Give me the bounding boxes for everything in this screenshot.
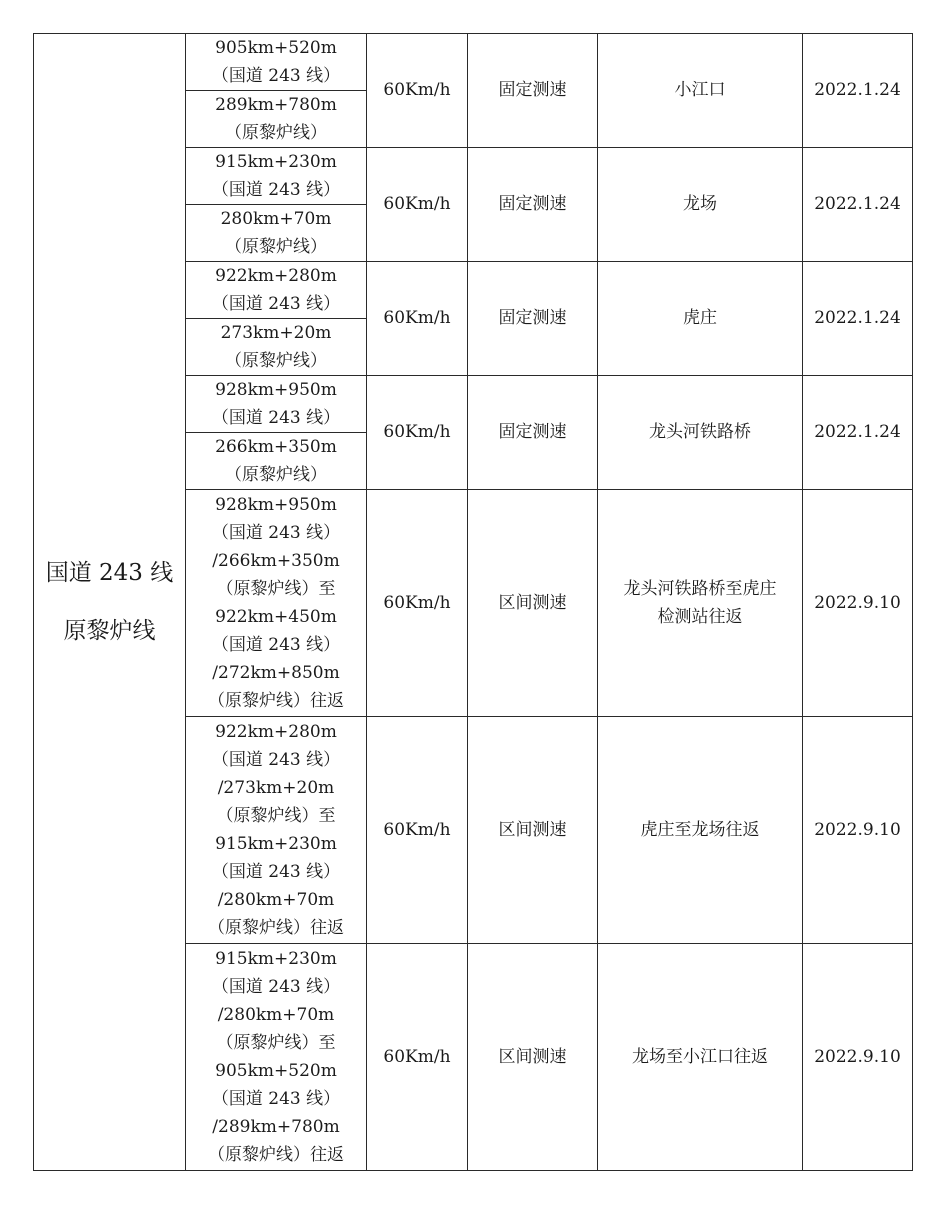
position-cell <box>186 148 367 205</box>
effective-date-cell: 2022.9.10 <box>803 944 913 1171</box>
table-row <box>34 34 913 91</box>
location-cell <box>598 490 803 717</box>
road-name-line: 原黎炉线 <box>63 618 156 644</box>
road-name-line: 国道 243 线 <box>45 560 174 586</box>
effective-date-cell: 2022.1.24 <box>803 148 913 262</box>
position-line: 273km+20m <box>220 323 332 343</box>
position-cell <box>186 433 367 490</box>
position-line: /289km+780m <box>212 1117 340 1137</box>
position-line: /280km+70m <box>217 890 335 910</box>
enforcement-type-cell: 区间测速 <box>468 944 598 1171</box>
position-line: （国道 243 线） <box>211 1089 341 1109</box>
position-line: 915km+230m <box>215 834 337 854</box>
position-cell <box>186 319 367 376</box>
position-line: 289km+780m <box>215 95 337 115</box>
position-line: 915km+230m <box>215 949 337 969</box>
enforcement-type-cell: 固定测速 <box>468 148 598 262</box>
position-line: /272km+850m <box>212 663 340 683</box>
enforcement-type-cell: 固定测速 <box>468 34 598 148</box>
speed-limit-cell: 60Km/h <box>367 34 468 148</box>
position-line: 922km+280m <box>215 266 337 286</box>
location-cell <box>598 148 803 262</box>
location-line: 龙头河铁路桥至虎庄 <box>623 578 777 599</box>
location-line: 龙场至小江口往返 <box>632 1046 768 1067</box>
position-cell <box>186 262 367 319</box>
position-line: （原黎炉线）至 <box>216 806 336 826</box>
road-name-cell <box>34 34 186 1171</box>
location-cell <box>598 376 803 490</box>
effective-date-cell: 2022.9.10 <box>803 717 913 944</box>
location-cell <box>598 944 803 1171</box>
effective-date-cell: 2022.9.10 <box>803 490 913 717</box>
effective-date-cell: 2022.1.24 <box>803 262 913 376</box>
position-line: （国道 243 线） <box>211 294 341 314</box>
position-line: 905km+520m <box>215 38 337 58</box>
position-line: （国道 243 线） <box>211 750 341 770</box>
position-line: （原黎炉线）往返 <box>208 691 344 711</box>
location-cell <box>598 717 803 944</box>
position-line: （国道 243 线） <box>211 66 341 86</box>
position-line: /273km+20m <box>217 778 335 798</box>
position-line: （国道 243 线） <box>211 180 341 200</box>
position-line: （原黎炉线） <box>225 465 327 485</box>
position-cell <box>186 717 367 944</box>
position-line: 915km+230m <box>215 152 337 172</box>
speed-limit-cell: 60Km/h <box>367 944 468 1171</box>
position-line: （原黎炉线）往返 <box>208 1145 344 1165</box>
position-cell <box>186 376 367 433</box>
effective-date-cell: 2022.1.24 <box>803 34 913 148</box>
speed-limit-cell: 60Km/h <box>367 490 468 717</box>
position-cell <box>186 490 367 717</box>
location-line: 龙场 <box>683 194 717 215</box>
location-cell <box>598 34 803 148</box>
speed-limit-cell: 60Km/h <box>367 262 468 376</box>
location-line: 检测站往返 <box>657 607 743 627</box>
position-line: （原黎炉线）往返 <box>208 918 344 938</box>
position-line: （原黎炉线） <box>225 237 327 257</box>
enforcement-type-cell: 固定测速 <box>468 262 598 376</box>
position-line: （原黎炉线）至 <box>216 1033 336 1053</box>
position-line: （国道 243 线） <box>211 523 341 543</box>
position-line: （原黎炉线）至 <box>216 579 336 599</box>
location-line: 龙头河铁路桥 <box>649 422 751 443</box>
position-line: 928km+950m <box>215 495 337 515</box>
speed-limit-cell: 60Km/h <box>367 717 468 944</box>
effective-date-cell: 2022.1.24 <box>803 376 913 490</box>
position-line: 928km+950m <box>215 380 337 400</box>
speed-limit-cell: 60Km/h <box>367 376 468 490</box>
speed-camera-table <box>33 33 913 1171</box>
position-line: （原黎炉线） <box>225 123 327 143</box>
position-line: （国道 243 线） <box>211 635 341 655</box>
position-line: 266km+350m <box>215 437 337 457</box>
position-cell <box>186 205 367 262</box>
enforcement-type-cell: 固定测速 <box>468 376 598 490</box>
position-cell <box>186 91 367 148</box>
location-line: 虎庄至龙场往返 <box>640 819 760 840</box>
location-cell <box>598 262 803 376</box>
position-line: （国道 243 线） <box>211 977 341 997</box>
position-line: 922km+280m <box>215 722 337 742</box>
enforcement-type-cell: 区间测速 <box>468 717 598 944</box>
enforcement-type-cell: 区间测速 <box>468 490 598 717</box>
location-line: 小江口 <box>674 80 726 101</box>
position-line: 922km+450m <box>215 607 337 627</box>
speed-limit-cell: 60Km/h <box>367 148 468 262</box>
position-line: 280km+70m <box>220 209 332 229</box>
position-line: /266km+350m <box>212 551 340 571</box>
position-line: /280km+70m <box>217 1005 335 1025</box>
position-cell <box>186 34 367 91</box>
position-line: （原黎炉线） <box>225 351 327 371</box>
position-line: （国道 243 线） <box>211 408 341 428</box>
position-line: （国道 243 线） <box>211 862 341 882</box>
position-line: 905km+520m <box>215 1061 337 1081</box>
position-cell <box>186 944 367 1171</box>
location-line: 虎庄 <box>683 308 717 329</box>
